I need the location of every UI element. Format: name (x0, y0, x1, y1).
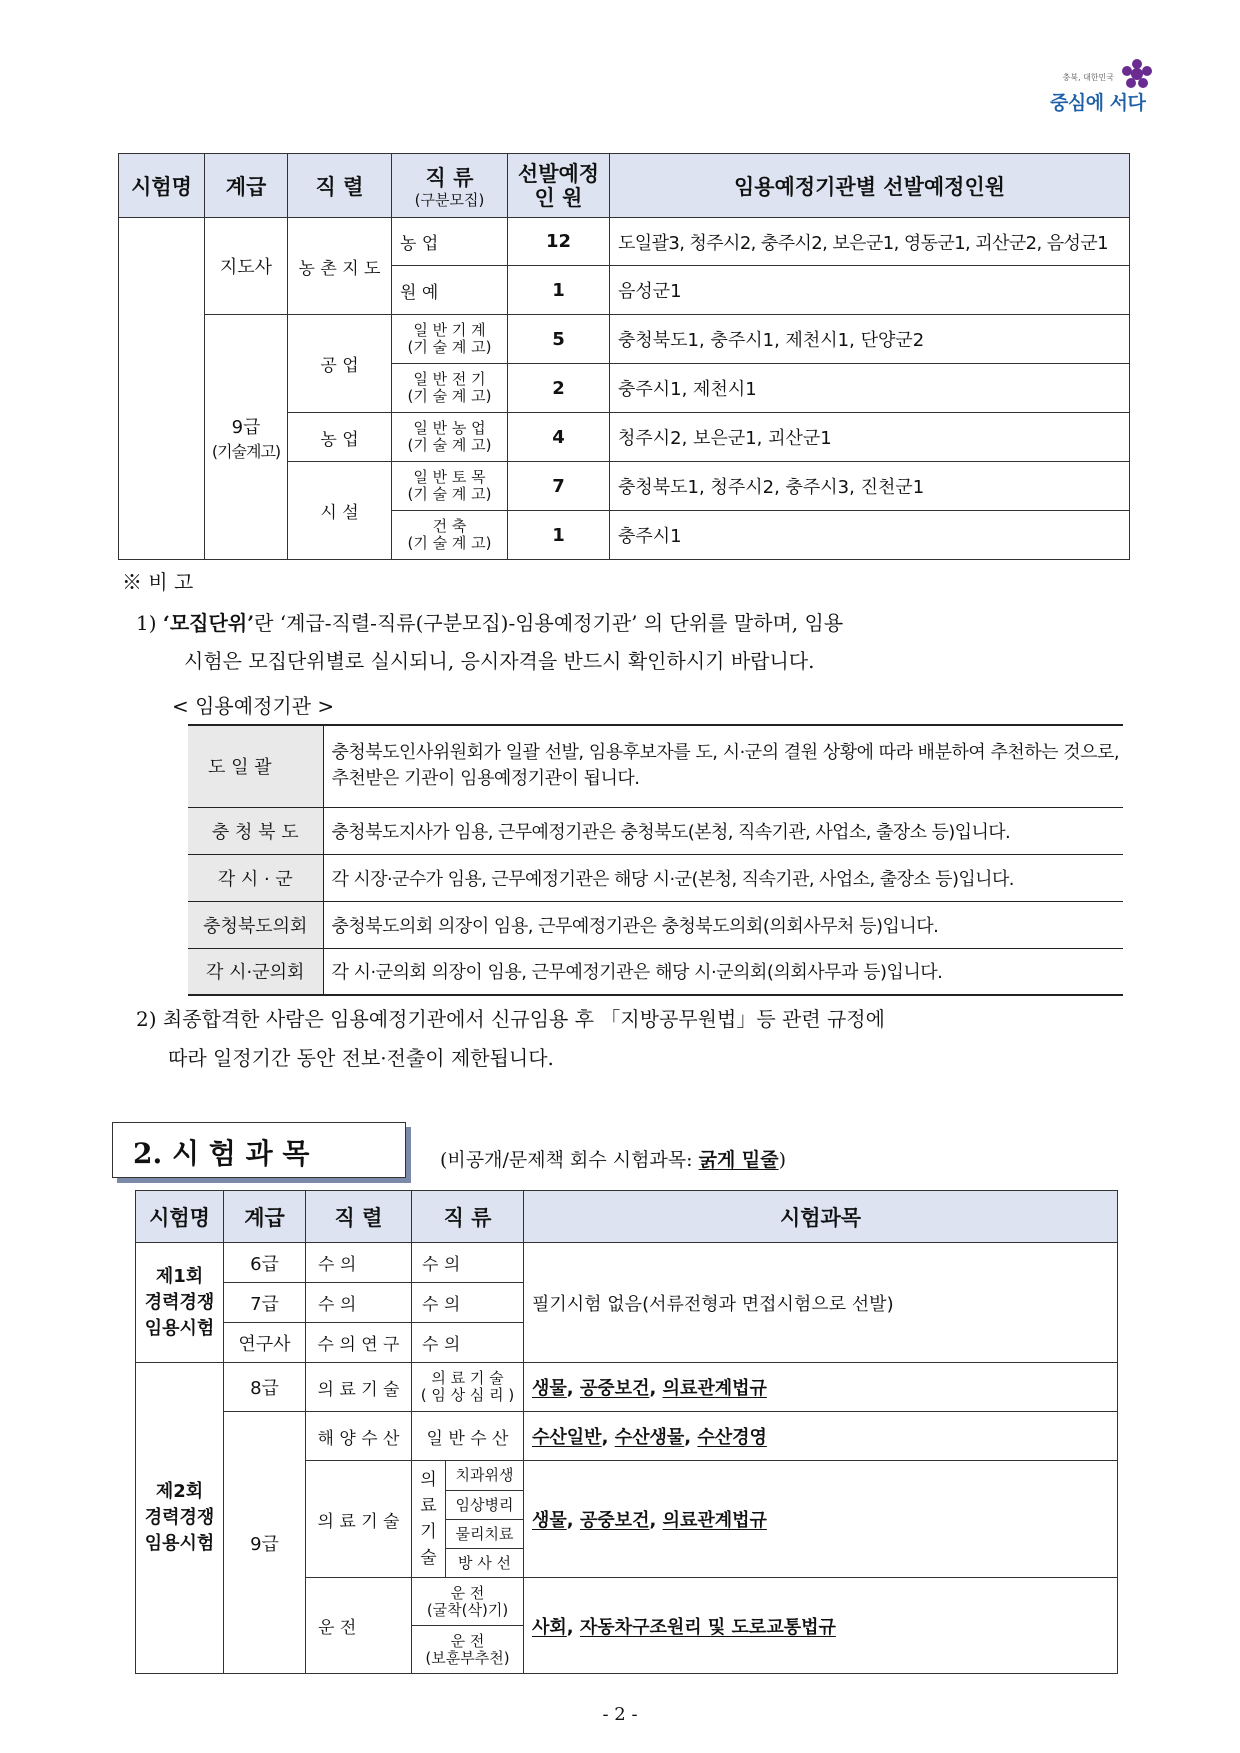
note-2-line-a (136, 1000, 1126, 1039)
kind-sub: (기 술 계 고) (407, 387, 492, 405)
subject: 공중보건 (579, 1378, 650, 1399)
agency-cell: 음성군1 (610, 266, 1130, 315)
kind-label: 수 의 (422, 1255, 461, 1275)
kind-label: 운 전 (450, 1631, 485, 1650)
kind-cell (412, 1578, 524, 1626)
subject: 의료관계법규 (662, 1378, 767, 1399)
section-note-suffix: ) (778, 1149, 787, 1171)
kind-group-cell: 의 료 기 술 (412, 1461, 446, 1578)
series-cell (306, 1243, 412, 1283)
grade-cell (205, 315, 288, 560)
agency-row (188, 854, 1123, 901)
series-cell: 농 업 (288, 413, 392, 462)
th-subjects: 시험과목 (524, 1191, 1118, 1243)
th-exam: 시험명 (119, 154, 205, 218)
table-row (119, 218, 1130, 266)
logo-small-text: 충북, 대한민국 (1062, 73, 1114, 82)
kind-label: 건 축 (432, 517, 467, 535)
agency-name (188, 725, 323, 807)
kind-label: 일 반 기 계 (413, 321, 486, 339)
kind-sub: (굴착(삭)기) (426, 1600, 509, 1619)
series-cell (306, 1283, 412, 1323)
series-cell: 의 료 기 술 (306, 1461, 412, 1578)
series-cell: 시 설 (288, 462, 392, 560)
kind-label: 일 반 토 목 (413, 468, 486, 486)
section-title-box (112, 1122, 406, 1178)
count-cell: 2 (508, 364, 610, 413)
table-row (136, 1363, 1118, 1412)
exam2-cell: 제2회 경력경쟁 임용시험 (136, 1363, 224, 1674)
agency-name: 각 시·군의회 (188, 948, 323, 995)
kind-cell (392, 364, 508, 413)
subject: 의료관계법규 (662, 1510, 767, 1531)
exam1-cell: 제1회 경력경쟁 임용시험 (136, 1243, 224, 1363)
note-2-text-a: 최종합격한 사람은 임용예정기관에서 신규임용 후 「지방공무원법」등 관련 규정에 (162, 1007, 885, 1031)
series-cell: 해 양 수 산 (306, 1412, 412, 1461)
kind-cell: 치과위생 (446, 1461, 524, 1491)
subject: 수산경영 (697, 1427, 767, 1448)
kind-cell (392, 278, 507, 303)
grade-cell: 9급 (224, 1412, 306, 1674)
agency-desc: 각 시·군의회 의장이 임용, 근무예정기관은 해당 시·군의회(의회사무과 등)입니다. (323, 948, 1123, 995)
section-note (440, 1145, 786, 1172)
kind-sub: (기 술 계 고) (407, 534, 492, 552)
kind-label: 의 료 기 술 (431, 1369, 504, 1387)
kind-cell (392, 462, 508, 511)
subject: 자동차구조원리 및 도로교통법규 (579, 1616, 836, 1638)
th-series: 직 렬 (306, 1191, 412, 1243)
subject: 수산생물 (614, 1427, 685, 1448)
subjects-cell: 사회, 자동차구조원리 및 도로교통법규 (524, 1578, 1118, 1674)
kind-cell (392, 413, 508, 462)
section-note-prefix: (비공개/문제책 회수 시험과목: (440, 1149, 699, 1171)
agency-row (188, 807, 1123, 854)
kind-label: 수 의 (422, 1295, 461, 1315)
kind-sub: (기 술 계 고) (407, 485, 492, 503)
agency-title: < 임용예정기관 > (172, 694, 335, 718)
kind-label: 일 반 전 기 (413, 370, 486, 388)
grade-cell: 지도사 (205, 218, 288, 315)
th-kind: 직 류 (412, 1191, 524, 1243)
kind-sub: (기 술 계 고) (407, 338, 492, 356)
note-2-number: 2) (136, 1007, 157, 1031)
notes-heading: ※ 비 고 (122, 570, 194, 594)
note-2 (136, 1000, 1126, 1078)
agency-cell: 충청북도1, 청주시2, 충주시3, 진천군1 (610, 462, 1130, 511)
subject: 공중보건 (579, 1510, 650, 1531)
kind-cell: 물리치료 (446, 1520, 524, 1549)
logo (1050, 58, 1180, 118)
kind-cell (392, 315, 508, 364)
subject: 생물 (532, 1378, 567, 1399)
agency-cell: 청주시2, 보은군1, 괴산군1 (610, 413, 1130, 462)
note-1-line-a (136, 604, 1126, 642)
grade-cell: 연구사 (224, 1323, 306, 1363)
grade-label: 9급 (231, 416, 261, 438)
note-1-number: 1) (136, 611, 157, 635)
agency-name: 각 시 · 군 (188, 854, 323, 901)
section-note-bold: 굵게 밑줄 (698, 1149, 779, 1171)
kind-label: 운 전 (450, 1583, 485, 1602)
series-label: 수 의 (318, 1255, 357, 1275)
series-cell: 공 업 (288, 315, 392, 413)
agency-cell: 도일괄3, 청주시2, 충주시2, 보은군1, 영동군1, 괴산군2, 음성군1 (610, 218, 1130, 266)
agency-name-label: 도 일 괄 (208, 757, 272, 779)
series-cell (306, 1578, 412, 1674)
subject: 수산일반 (532, 1427, 602, 1448)
subjects-cell: 생물, 공중보건, 의료관계법규 (524, 1363, 1118, 1412)
grade-cell: 6급 (224, 1243, 306, 1283)
th-grade: 계급 (224, 1191, 306, 1243)
note-2-line-b: 따라 일정기간 동안 전보·전출이 제한됩니다. (168, 1046, 554, 1070)
kind-cell: 임상병리 (446, 1491, 524, 1520)
series-label: 운 전 (318, 1618, 357, 1638)
count-cell: 12 (508, 218, 610, 266)
section-title: 2. 시 험 과 목 (133, 1137, 310, 1170)
th-count: 선발예정 인 원 (508, 154, 610, 218)
subject: 사회 (532, 1616, 567, 1638)
subjects-cell: 필기시험 없음(서류전형과 면접시험으로 선발) (524, 1243, 1118, 1363)
agency-desc: 각 시장·군수가 임용, 근무예정기관은 해당 시·군(본청, 직속기관, 사업소, 출장소 등)입니다. (323, 854, 1123, 901)
kind-cell (412, 1626, 524, 1674)
table-row (136, 1243, 1118, 1283)
note-1 (136, 604, 1126, 680)
th-agency: 임용예정기관별 선발예정인원 (610, 154, 1130, 218)
kind-cell (392, 229, 507, 254)
count-cell: 1 (508, 511, 610, 560)
series-label: 수 의 (318, 1295, 357, 1315)
kind-cell: 방 사 선 (446, 1549, 524, 1578)
kind-cell (392, 511, 508, 560)
agency-row (188, 948, 1123, 995)
count-cell: 1 (508, 266, 610, 315)
table-row (136, 1412, 1118, 1461)
kind-label: 수 의 (422, 1335, 461, 1355)
kind-cell (412, 1363, 524, 1412)
exam-cell-empty (119, 218, 205, 560)
th-kind (392, 154, 508, 218)
count-cell: 7 (508, 462, 610, 511)
subjects-table (135, 1190, 1118, 1674)
kind-sub: ( 임 상 심 리 ) (420, 1386, 515, 1404)
grade-cell: 8급 (224, 1363, 306, 1412)
agency-cell: 충청북도1, 충주시1, 제천시1, 단양군2 (610, 315, 1130, 364)
kind-label: 일 반 농 업 (413, 419, 486, 437)
th-exam: 시험명 (136, 1191, 224, 1243)
th-grade: 계급 (205, 154, 288, 218)
table-row (119, 315, 1130, 364)
agency-row (188, 901, 1123, 948)
kind-cell: 일 반 수 산 (412, 1412, 524, 1461)
agency-name: 충 청 북 도 (188, 807, 323, 854)
agency-desc: 충청북도인사위원회가 일괄 선발, 임용후보자를 도, 시·군의 결원 상황에 따라 배분하여 추천하는 것으로, 추천받은 기관이 임용예정기관이 됩니다. (323, 725, 1123, 807)
grade-sub: (기술계고) (211, 441, 281, 461)
selection-table (118, 153, 1130, 560)
agency-cell: 충주시1 (610, 511, 1130, 560)
grade-cell: 7급 (224, 1283, 306, 1323)
note-1-text-a: 란 ‘계급-직렬-직류(구분모집)-임용예정기관’ 의 단위를 말하며, 임용 (254, 611, 844, 635)
subject: 생물 (532, 1510, 567, 1531)
note-1-bold-term: ‘모집단위’ (162, 611, 255, 635)
logo-flower-icon (1120, 58, 1154, 92)
subjects-cell: 생물, 공중보건, 의료관계법규 (524, 1461, 1118, 1578)
agency-cell: 충주시1, 제천시1 (610, 364, 1130, 413)
kind-cell (412, 1323, 524, 1363)
th-kind-label: 직 류 (425, 166, 474, 190)
kind-cell (412, 1283, 524, 1323)
kind-label: 농 업 (400, 234, 439, 254)
series-cell: 농 촌 지 도 (288, 218, 392, 315)
note-1-line-b: 시험은 모집단위별로 실시되니, 응시자격을 반드시 확인하시기 바랍니다. (184, 649, 815, 673)
page-number: - 2 - (602, 1704, 638, 1725)
th-kind-sub: (구분모집) (414, 191, 485, 209)
count-cell: 4 (508, 413, 610, 462)
kind-cell (412, 1243, 524, 1283)
series-cell: 의 료 기 술 (306, 1363, 412, 1412)
agency-row (188, 725, 1123, 807)
kind-label: 원 예 (400, 282, 439, 303)
kind-sub: (기 술 계 고) (407, 436, 492, 454)
subjects-cell: 수산일반, 수산생물, 수산경영 (524, 1412, 1118, 1461)
agency-table (188, 724, 1123, 996)
kind-sub: (보훈부추천) (425, 1648, 510, 1667)
series-cell: 수 의 연 구 (306, 1323, 412, 1363)
th-series: 직 렬 (288, 154, 392, 218)
agency-desc: 충청북도지사가 임용, 근무예정기관은 충청북도(본청, 직속기관, 사업소, 출장소 등)입니다. (323, 807, 1123, 854)
agency-name: 충청북도의회 (188, 901, 323, 948)
logo-big-text: 중심에 서다 (1050, 92, 1146, 114)
count-cell: 5 (508, 315, 610, 364)
agency-desc: 충청북도의회 의장이 임용, 근무예정기관은 충청북도의회(의회사무처 등)입니다. (323, 901, 1123, 948)
